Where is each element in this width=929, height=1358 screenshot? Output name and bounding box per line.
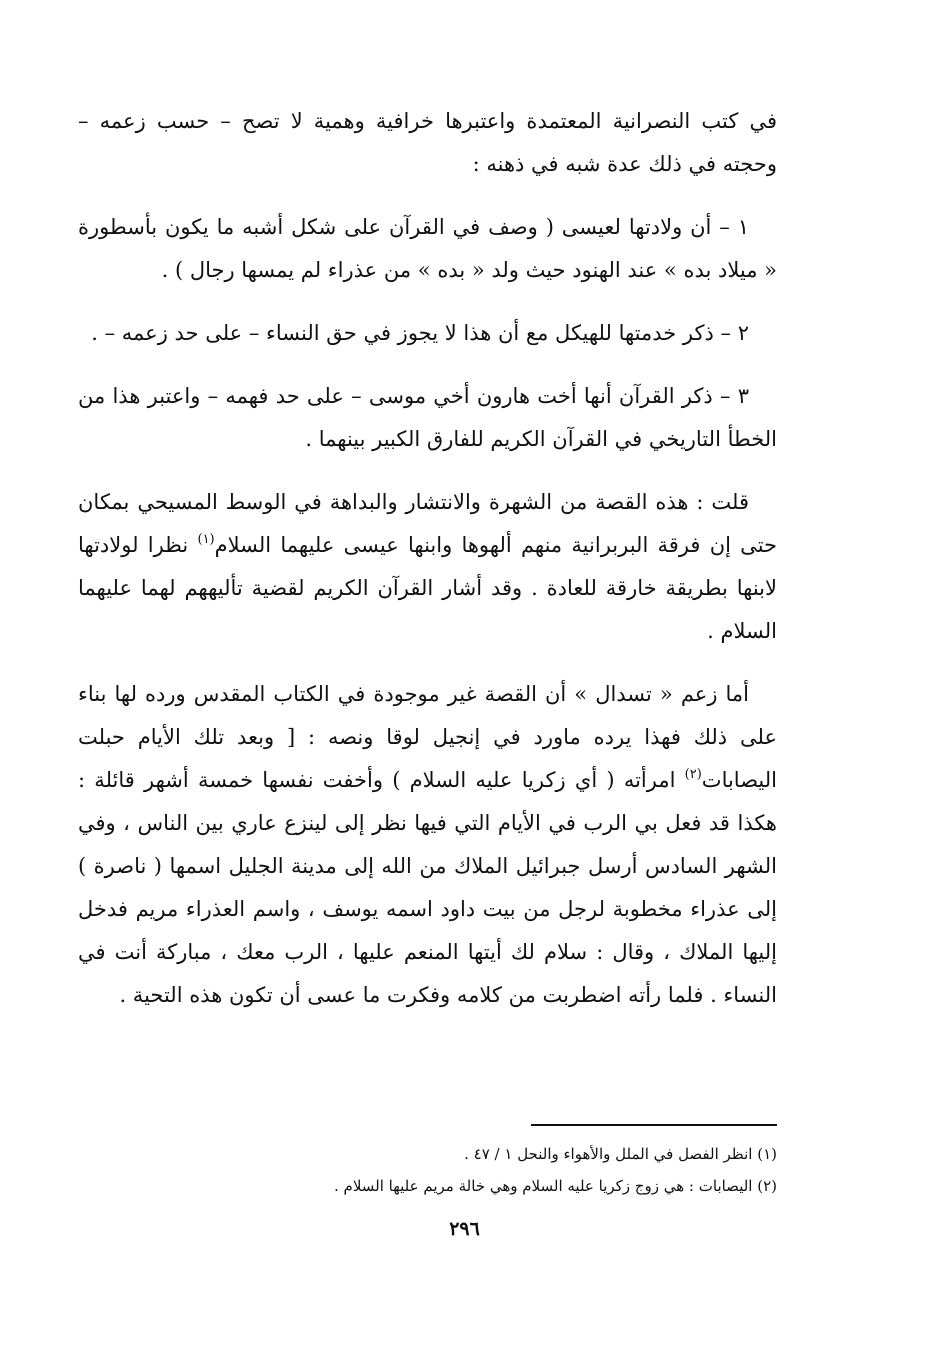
footnote-reference-2: (٢) — [684, 767, 702, 782]
footnote-separator — [531, 1124, 777, 1126]
paragraph-6 — [78, 673, 777, 1017]
paragraph-2: ١ – أن ولادتها لعيسى ( وصف في القرآن على شكل أشبه ما يكون بأسطورة « ميلاد بده » عند الهنود حيث ولد « بده » من عذراء لم يمسها رجال ) . — [78, 215, 777, 282]
footnote-1: (١) انظر الفصل في الملل والأهواء والنحل ١ / ٤٧ . — [464, 1145, 777, 1163]
footnote-reference-1: (١) — [197, 532, 215, 547]
body-text — [78, 100, 777, 1017]
paragraph-6-text-b: امرأته ( أي زكريا عليه السلام ) وأخفت نفسها خمسة أشهر قائلة : هكذا قد فعل بي الرب في الأيام التي فيها نظر إلى لينزع عاري بين الناس ، وفي الشهر السادس أرسل جبرائيل الملاك من الله إلى مدينة الجليل اسمها ( ناصرة ) إلى عذراء مخطوبة لرجل من بيت داود اسمه يوسف ، واسم العذراء مريم فدخل إليها الملاك ، وقال : سلام لك أيتها المنعم عليها ، الرب معك ، مباركة أنت في النساء . فلما رأته اضطربت من كلامه وفكرت ما عسى أن تكون هذه التحية . — [78, 768, 777, 1007]
footnote-2: (٢) اليصابات : هي زوج زكريا عليه السلام وهي خالة مريم عليها السلام . — [334, 1177, 777, 1195]
paragraph-5-text-a: قلت : هذه القصة من الشهرة والانتشار والبداهة في الوسط المسيحي بمكان حتى إن فرقة البربرانية منهم ألهوها وابنها عيسى عليهما السلام — [78, 490, 778, 557]
paragraph-3: ٢ – ذكر خدمتها للهيكل مع أن هذا لا يجوز في حق النساء – على حد زعمه – . — [91, 321, 749, 345]
paragraph-6-text-a: أما زعم « تسدال » أن القصة غير موجودة في الكتاب المقدس ورده لها بناء على ذلك فهذا يرده ماورد في إنجيل لوقا ونصه : [ وبعد تلك الأيام حبلت اليصابات — [78, 682, 777, 792]
paragraph-5-text-b: نظرا لولادتها لابنها بطريقة خارقة للعادة . وقد أشار القرآن الكريم لقضية تأليههم لهما عليهما السلام . — [78, 533, 777, 643]
paragraph-4: ٣ – ذكر القرآن أنها أخت هارون أخي موسى – على حد فهمه – واعتبر هذا من الخطأ التاريخي في القرآن الكريم للفارق الكبير بينهما . — [78, 384, 777, 451]
paragraph-1: في كتب النصرانية المعتمدة واعتبرها خرافية وهمية لا تصح – حسب زعمه – وحجته في ذلك عدة شبه في ذهنه : — [78, 109, 777, 176]
footnotes — [78, 1138, 777, 1202]
paragraph-5 — [78, 481, 777, 653]
page-number: ٢٩٦ — [449, 1218, 480, 1240]
